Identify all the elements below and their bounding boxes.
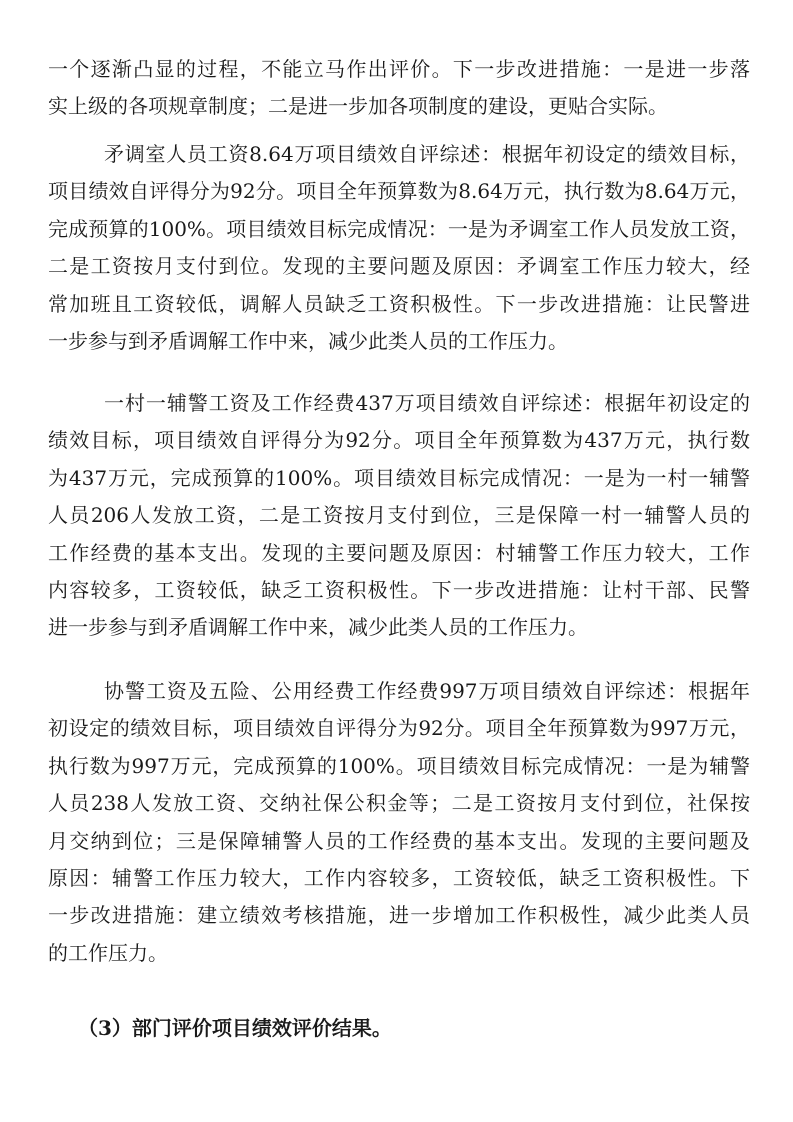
text-line: 为437万元，完成预算的100%。项目绩效目标完成情况：一是为一村一辅警 bbox=[48, 465, 750, 490]
text-line: 矛调室人员工资8.64万项目绩效自评综述：根据年初设定的绩效目标， bbox=[104, 142, 750, 166]
text-line: 绩效目标，项目绩效自评得分为92分。项目全年预算数为437万元，执行数 bbox=[48, 428, 750, 453]
text-line: 二是工资按月支付到位。发现的主要问题及原因：矛调室工作压力较大，经 bbox=[48, 254, 750, 279]
text-line: 的工作压力。 bbox=[48, 940, 168, 965]
text-line: 完成预算的100%。项目绩效目标完成情况：一是为矛调室工作人员发放工资， bbox=[48, 216, 750, 241]
paragraph-continuation bbox=[48, 51, 750, 126]
text-line: 人员238人发放工资、交纳社保公积金等；二是工资按月支付到位，社保按 bbox=[48, 791, 750, 816]
text-line: 进一步参与到矛盾调解工作中来，减少此类人员的工作压力。 bbox=[48, 615, 588, 640]
paragraph-assistant-police-salary bbox=[48, 673, 750, 972]
paragraph-mediation-room-salary bbox=[48, 136, 750, 360]
section-heading: （3）部门评价项目绩效评价结果。 bbox=[78, 1016, 392, 1040]
text-line: 一村一辅警工资及工作经费437万项目绩效自评综述：根据年初设定的 bbox=[104, 391, 750, 415]
text-line: 项目绩效自评得分为92分。项目全年预算数为8.64万元，执行数为8.64万元， bbox=[48, 179, 750, 204]
text-line: 工作经费的基本支出。发现的主要问题及原因：村辅警工作压力较大，工作 bbox=[48, 540, 750, 565]
text-line: 初设定的绩效目标，项目绩效自评得分为92分。项目全年预算数为997万元， bbox=[48, 716, 750, 741]
text-line: 一个逐渐凸显的过程，不能立马作出评价。下一步改进措施：一是进一步落 bbox=[48, 57, 750, 81]
text-line: 人员206人发放工资，二是工资按月支付到位，三是保障一村一辅警人员的 bbox=[48, 503, 750, 528]
text-line: 内容较多，工资较低，缺乏工资积极性。下一步改进措施：让村干部、民警 bbox=[48, 577, 750, 602]
text-line: 实上级的各项规章制度；二是进一步加各项制度的建设，更贴合实际。 bbox=[48, 94, 668, 119]
paragraph-village-auxiliary-police bbox=[48, 385, 750, 647]
text-line: 一步改进措施：建立绩效考核措施，进一步增加工作积极性，减少此类人员 bbox=[48, 903, 750, 928]
text-line: 一步参与到矛盾调解工作中来，减少此类人员的工作压力。 bbox=[48, 328, 568, 353]
text-line: 常加班且工资较低，调解人员缺乏工资积极性。下一步改进措施：让民警进 bbox=[48, 291, 750, 316]
text-line: 协警工资及五险、公用经费工作经费997万项目绩效自评综述：根据年 bbox=[104, 679, 750, 703]
text-line: 原因：辅警工作压力较大，工作内容较多，工资较低，缺乏工资积极性。下 bbox=[48, 865, 750, 890]
text-line: 月交纳到位；三是保障辅警人员的工作经费的基本支出。发现的主要问题及 bbox=[48, 828, 750, 853]
text-line: 执行数为997万元，完成预算的100%。项目绩效目标完成情况：一是为辅警 bbox=[48, 753, 750, 778]
